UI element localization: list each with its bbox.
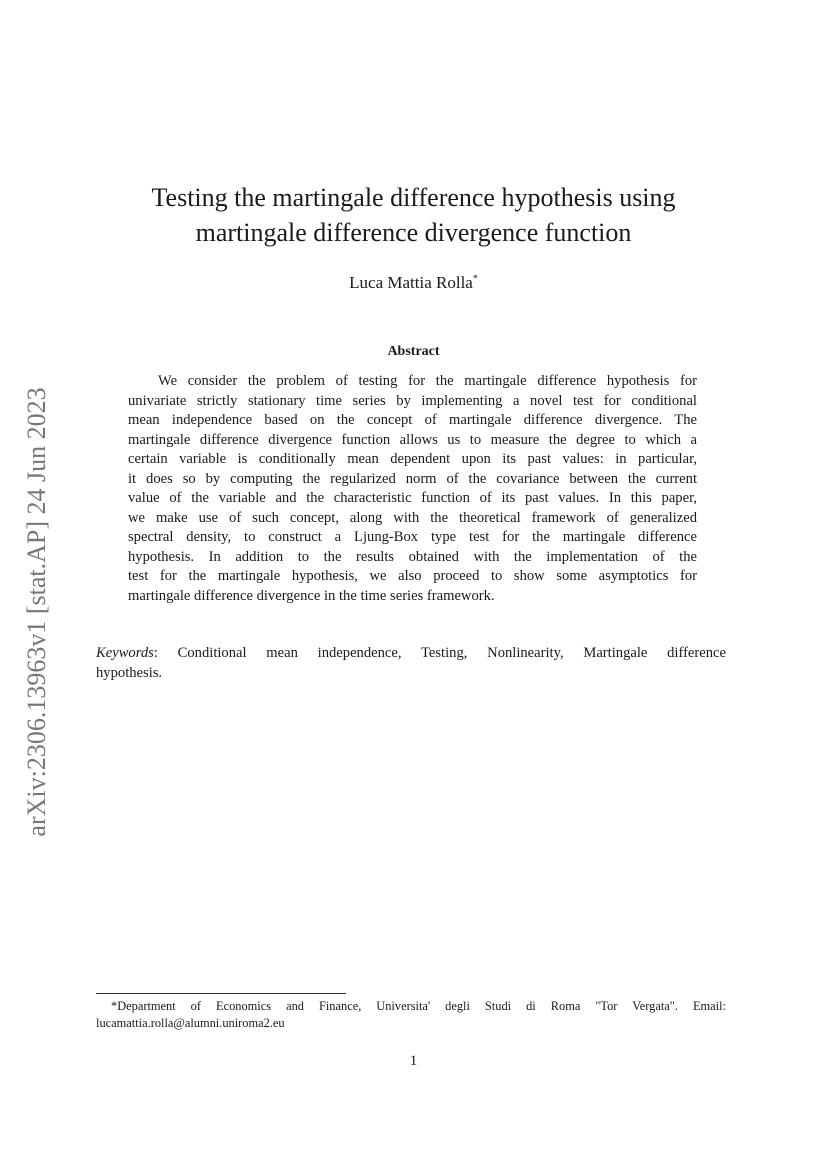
- footnote: [96, 998, 726, 1032]
- author-name: Luca Mattia Rolla: [349, 273, 473, 292]
- keywords-line: hypothesis.: [96, 665, 163, 681]
- abstract-heading: Abstract: [387, 344, 440, 359]
- author: [0, 273, 827, 293]
- arxiv-identifier: arXiv:2306.13963v1 [stat.AP] 24 Jun 2023: [22, 387, 51, 837]
- footnote-email[interactable]: lucamattia.rolla@alumni.uniroma2.eu: [96, 1016, 285, 1030]
- title-line: martingale difference divergence function: [195, 218, 632, 247]
- paper-title: [0, 180, 827, 250]
- abstract-line: hypothesis. In addition to the results obtained with the implementation of the: [128, 548, 697, 565]
- abstract-line: martingale difference divergence in the time series framework.: [128, 587, 495, 604]
- abstract-line: it does so by computing the regularized norm of the covariance between the current: [128, 470, 697, 487]
- abstract-line: we make use of such concept, along with the theoretical framework of generalized: [128, 509, 697, 526]
- footnote-line: *Department of Economics and Finance, Universita' degli Studi di Roma "Tor Vergata". Email:: [111, 999, 726, 1013]
- abstract-line: certain variable is conditionally mean dependent upon its past values: in particular,: [128, 451, 697, 467]
- title-line: Testing the martingale difference hypothesis using: [151, 183, 676, 212]
- abstract-line: test for the martingale hypothesis, we also proceed to show some asymptotics for: [128, 568, 697, 584]
- abstract-line: mean independence based on the concept of martingale difference divergence. The: [128, 412, 697, 428]
- abstract-body: [128, 372, 697, 606]
- keywords-line: : Conditional mean independence, Testing, Nonlinearity, Martingale difference: [153, 645, 726, 661]
- keywords-label: Keywords: [96, 645, 154, 661]
- footnote-rule: [96, 993, 346, 994]
- abstract-line: univariate strictly stationary time series by implementing a novel test for conditional: [128, 392, 697, 409]
- footnote-mark: *: [472, 273, 478, 285]
- keywords: [96, 643, 726, 683]
- abstract-line: We consider the problem of testing for the martingale difference hypothesis for: [158, 373, 697, 389]
- abstract-line: value of the variable and the characteristic function of its past values. In this paper,: [128, 490, 697, 506]
- abstract-line: martingale difference divergence function allows us to measure the degree to which a: [128, 431, 697, 448]
- abstract-line: spectral density, to construct a Ljung-Box type test for the martingale difference: [128, 529, 697, 545]
- page-number: 1: [409, 1053, 418, 1069]
